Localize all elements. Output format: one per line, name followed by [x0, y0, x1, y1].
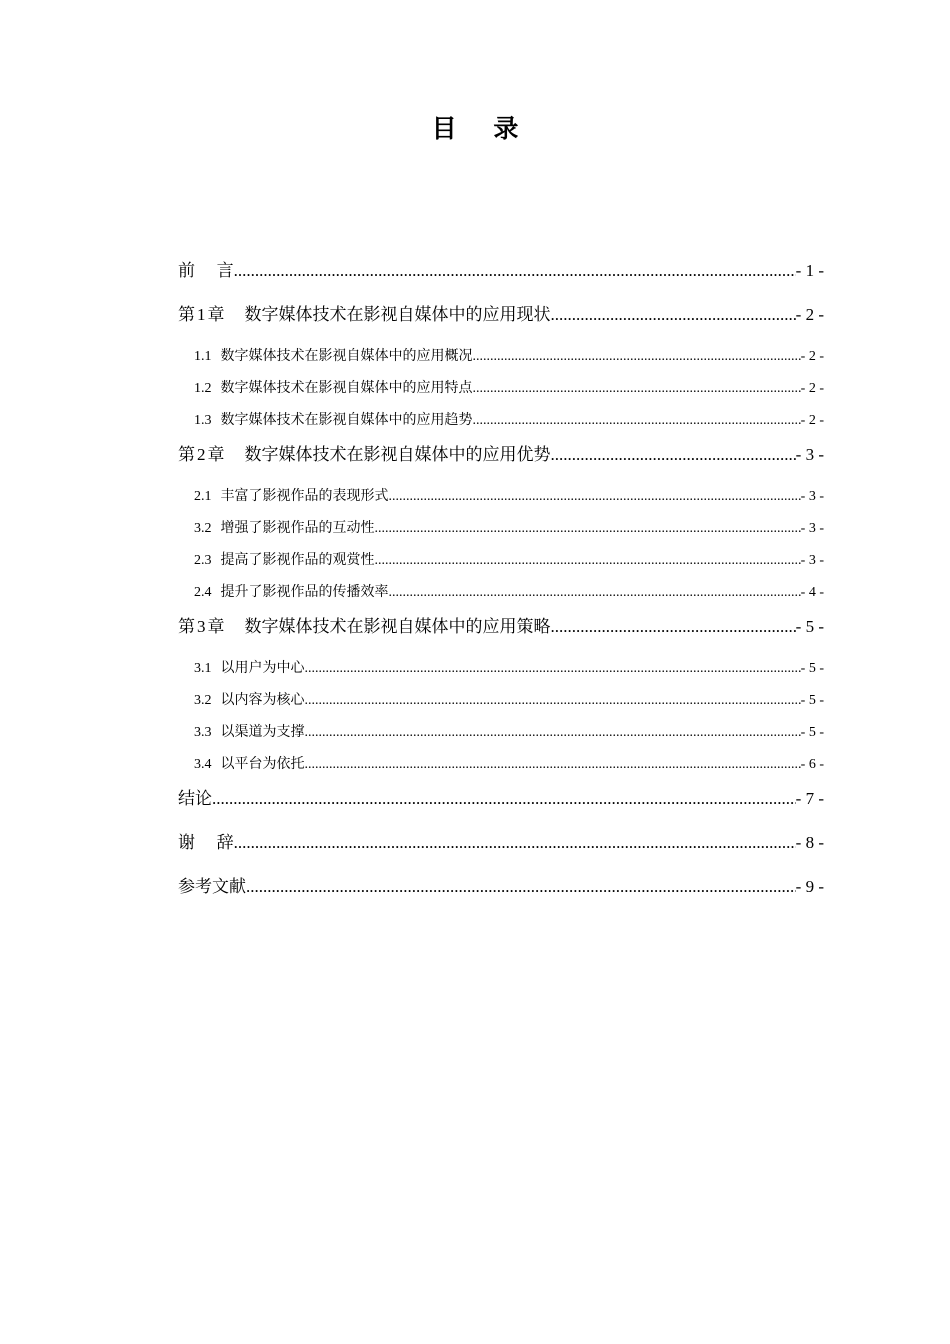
section-number: 1.2	[194, 381, 212, 396]
toc-page-number: - 2 -	[795, 305, 824, 324]
section-number: 2.4	[194, 585, 212, 600]
leader-dots	[473, 343, 801, 371]
section-number: 2.1	[194, 489, 212, 504]
toc-page-number: - 5 -	[800, 661, 824, 676]
toc-page-number: - 6 -	[800, 757, 824, 772]
toc-entry-label	[194, 578, 389, 607]
toc-page-number: - 4 -	[800, 585, 824, 600]
toc-page-number: - 5 -	[800, 693, 824, 708]
toc-entry-label	[194, 342, 473, 371]
toc-entry-label	[178, 610, 551, 644]
section-title: 数字媒体技术在影视自媒体中的应用趋势	[220, 412, 473, 428]
toc-entry-section-3-1[interactable]	[178, 654, 824, 686]
chapter-title: 数字媒体技术在影视自媒体中的应用优势	[244, 445, 551, 465]
toc-entry-label	[194, 546, 375, 575]
chapter-number: 1	[197, 305, 206, 324]
toc-page-number: - 3 -	[800, 521, 824, 536]
section-title: 数字媒体技术在影视自媒体中的应用概况	[220, 348, 473, 364]
section-title: 以用户为中心	[220, 660, 305, 676]
toc-page-number: - 5 -	[800, 725, 824, 740]
toc-entry-references[interactable]	[178, 870, 824, 914]
section-title: 提升了影视作品的传播效率	[220, 584, 389, 600]
toc-entry-chapter-2[interactable]	[178, 438, 824, 482]
toc-page-number: - 8 -	[795, 833, 824, 852]
page-title: 目 录	[431, 114, 533, 143]
toc-entry-preface[interactable]	[178, 254, 824, 298]
leader-dots	[234, 826, 796, 860]
section-title: 以渠道为支撑	[220, 724, 305, 740]
chapter-suffix: 章	[207, 305, 225, 325]
leader-dots	[473, 407, 801, 435]
toc-entry-section-2-1[interactable]	[178, 482, 824, 514]
toc-entry-label: 参考文献	[178, 877, 246, 897]
toc-page-number: - 3 -	[795, 445, 824, 464]
toc-entry-label: 前 言	[178, 261, 234, 281]
toc-entry-label	[194, 750, 305, 779]
toc-entry-section-1-3[interactable]	[178, 406, 824, 438]
section-title: 提高了影视作品的观赏性	[220, 552, 375, 568]
chapter-prefix: 第	[178, 445, 195, 465]
leader-dots	[389, 579, 801, 607]
leader-dots	[473, 375, 801, 403]
leader-dots	[212, 782, 796, 816]
leader-dots	[375, 515, 801, 543]
toc-entry-section-3-4[interactable]	[178, 750, 824, 782]
section-number: 2.3	[194, 553, 212, 568]
section-number: 3.3	[194, 725, 212, 740]
chapter-suffix: 章	[207, 617, 225, 637]
toc-entry-conclusion[interactable]	[178, 782, 824, 826]
toc-entry-label	[178, 298, 551, 332]
leader-dots	[551, 298, 796, 332]
section-number: 3.1	[194, 661, 212, 676]
toc-page-number: - 7 -	[795, 789, 824, 808]
chapter-prefix: 第	[178, 305, 195, 325]
toc-entry-label	[178, 438, 551, 472]
toc-entry-label	[194, 686, 305, 715]
chapter-number: 2	[197, 445, 206, 464]
section-number: 1.3	[194, 413, 212, 428]
leader-dots	[375, 547, 801, 575]
leader-dots	[389, 483, 801, 511]
leader-dots	[305, 687, 801, 715]
toc-page-number: - 3 -	[800, 489, 824, 504]
toc-page-number: - 5 -	[795, 617, 824, 636]
toc-entry-section-2-2[interactable]	[178, 514, 824, 546]
leader-dots	[305, 719, 801, 747]
section-number: 1.1	[194, 349, 212, 364]
toc-entry-label	[194, 374, 473, 403]
toc-entry-section-1-1[interactable]	[178, 342, 824, 374]
section-title: 增强了影视作品的互动性	[220, 520, 375, 536]
toc-entry-label: 谢 辞	[178, 833, 234, 853]
toc-entry-section-2-4[interactable]	[178, 578, 824, 610]
toc-entry-section-2-3[interactable]	[178, 546, 824, 578]
leader-dots	[551, 438, 796, 472]
toc-page-number: - 9 -	[795, 877, 824, 896]
section-title: 以平台为依托	[220, 756, 305, 772]
toc-entry-label	[194, 718, 305, 747]
toc-page-number: - 3 -	[800, 553, 824, 568]
toc-entry-label	[194, 406, 473, 435]
leader-dots	[551, 610, 796, 644]
section-number: 3.2	[194, 521, 212, 536]
section-title: 丰富了影视作品的表现形式	[220, 488, 389, 504]
toc-entry-label	[194, 482, 389, 511]
toc-entry-label: 结论	[178, 789, 212, 809]
toc-page-number: - 2 -	[800, 381, 824, 396]
section-number: 3.4	[194, 757, 212, 772]
leader-dots	[234, 254, 796, 288]
chapter-number: 3	[197, 617, 206, 636]
leader-dots	[246, 870, 796, 904]
toc-entry-label	[194, 654, 305, 683]
chapter-suffix: 章	[207, 445, 225, 465]
section-number: 3.2	[194, 693, 212, 708]
toc-entry-acknowledgements[interactable]	[178, 826, 824, 870]
section-title: 数字媒体技术在影视自媒体中的应用特点	[220, 380, 473, 396]
chapter-title: 数字媒体技术在影视自媒体中的应用现状	[244, 305, 551, 325]
leader-dots	[305, 751, 801, 779]
chapter-title: 数字媒体技术在影视自媒体中的应用策略	[244, 617, 551, 637]
toc-entry-section-3-3[interactable]	[178, 718, 824, 750]
leader-dots	[305, 655, 801, 683]
toc-page-number: - 2 -	[800, 349, 824, 364]
toc-page-number: - 2 -	[800, 413, 824, 428]
toc-entry-label	[194, 514, 375, 543]
toc-entry-section-1-2[interactable]	[178, 374, 824, 406]
toc-entry-chapter-3[interactable]	[178, 610, 824, 654]
toc-entry-chapter-1[interactable]	[178, 298, 824, 342]
toc-page-number: - 1 -	[795, 261, 824, 280]
toc-entry-section-3-2[interactable]	[178, 686, 824, 718]
table-of-contents	[178, 254, 824, 914]
chapter-prefix: 第	[178, 617, 195, 637]
section-title: 以内容为核心	[220, 692, 305, 708]
